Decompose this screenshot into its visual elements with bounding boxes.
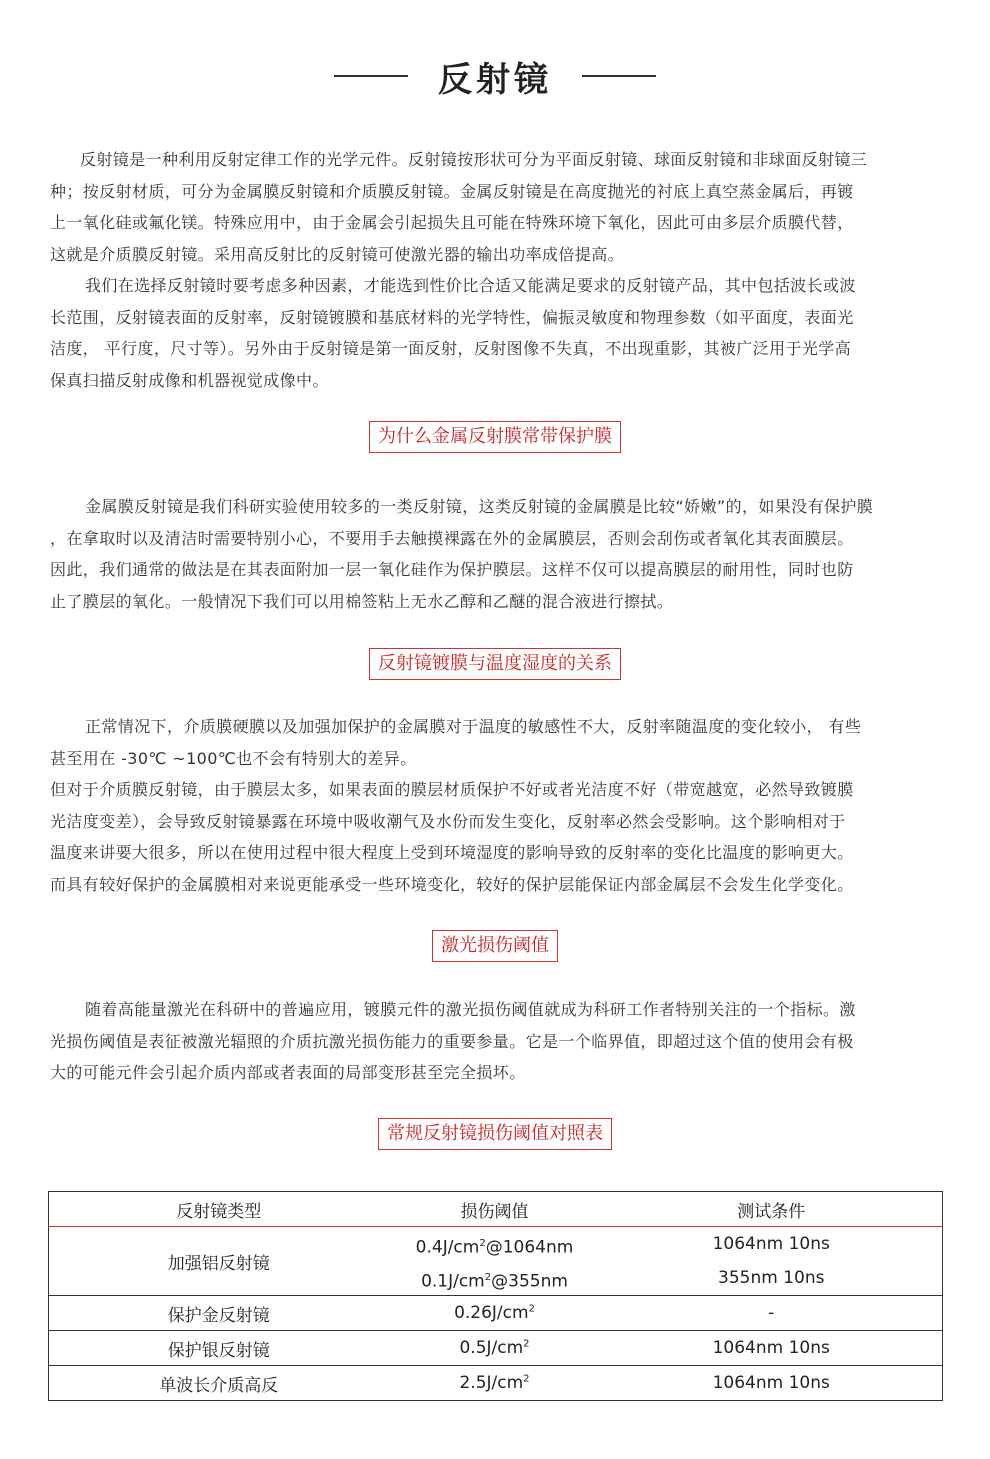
threshold-cell xyxy=(389,1227,601,1296)
threshold-value: $0.4J/cm^2@1064nm$ xyxy=(415,1237,574,1258)
text-line: 种；按反射材质，可分为金属膜反射镜和介质膜反射镜。金属反射镜是在高度抛光的衬底上真空蒸金属后，再镀 xyxy=(50,181,854,201)
table-header-row xyxy=(49,1192,943,1227)
mirror-type-cell: 加强铝反射镜 xyxy=(49,1227,389,1296)
text-line: 上一氧化硅或氟化镁。特殊应用中，由于金属会引起损失且可能在特殊环境下氧化，因此可由多层介质膜代替， xyxy=(50,213,854,232)
page-title: 反射镜 xyxy=(438,59,552,100)
text-line: 光损伤阈值是表征被激光辐照的介质抗激光损伤能力的重要参量。它是一个临界值，即超过这个值的使用会有极 xyxy=(50,1031,854,1051)
text-line: ，在拿取时以及清洁时需要特别小心，不要用手去触摸裸露在外的金属膜层，否则会刮伤或者氧化其表面膜层。 xyxy=(50,528,854,548)
threshold-cell: $0.26J/cm^2$ xyxy=(389,1296,601,1331)
mirror-type-cell: 保护银反射镜 xyxy=(49,1331,389,1366)
condition-cell: - xyxy=(601,1296,943,1331)
section-heading-text: 常规反射镜损伤阈值对照表 xyxy=(378,1118,612,1150)
threshold-value: $0.1J/cm^2@355nm$ xyxy=(421,1271,568,1292)
condition-cell xyxy=(601,1227,943,1296)
text-line: 止了膜层的氧化。一般情况下我们可以用棉签粘上无水乙醇和乙醚的混合液进行擦拭。 xyxy=(50,591,674,611)
section-heading-temperature-humidity xyxy=(0,648,990,680)
threshold-cell: $2.5J/cm^2$ xyxy=(389,1366,601,1401)
text-line: 金属膜反射镜是我们科研实验使用较多的一类反射镜，这类反射镜的金属膜是比较“娇嫩”的，如果没有保护膜 xyxy=(85,497,874,516)
condition-value: 1064nm 10ns xyxy=(712,1234,830,1254)
text-line: 因此，我们通常的做法是在其表面附加一层一氧化硅作为保护膜层。这样不仅可以提高膜层的耐用性，同时也防 xyxy=(50,560,854,579)
text-line: 大的可能元件会引起介质内部或者表面的局部变形甚至完全损坏。 xyxy=(50,1063,526,1082)
text-line: 这就是介质膜反射镜。采用高反射比的反射镜可使激光器的输出功率成倍提高。 xyxy=(50,244,625,264)
condition-cell: 1064nm 10ns xyxy=(601,1331,943,1366)
section-heading-text: 反射镜镀膜与温度湿度的关系 xyxy=(369,648,621,680)
text-line: 反射镜是一种利用反射定律工作的光学元件。反射镜按形状可分为平面反射镜、球面反射镜和非球面反射镜三 xyxy=(80,150,868,169)
text-line: 而具有较好保护的金属膜相对来说更能承受一些环境变化，较好的保护层能保证内部金属层不会发生化学变化。 xyxy=(50,874,854,894)
table-header: 反射镜类型 xyxy=(49,1192,389,1227)
damage-threshold-table xyxy=(48,1191,943,1401)
mirror-type-cell: 单波长介质高反 xyxy=(49,1366,389,1401)
protective-film-paragraph xyxy=(50,491,944,617)
table-row xyxy=(49,1227,943,1296)
table-row xyxy=(49,1366,943,1401)
condition-value: 355nm 10ns xyxy=(718,1268,825,1288)
text-line: 正常情况下，介质膜硬膜以及加强加保护的金属膜对于温度的敏感性不大，反射率随温度的变化较小， 有些 xyxy=(85,717,862,736)
section-heading-text: 激光损伤阈值 xyxy=(432,930,558,962)
section-heading-protective-film xyxy=(0,421,990,453)
text-line: 光洁度变差），会导致反射镜暴露在环境中吸收潮气及水份而发生变化，反射率必然会受影响。这个影响相对于 xyxy=(50,811,846,831)
title-right-rule xyxy=(582,75,656,77)
table-header: 测试条件 xyxy=(601,1192,943,1227)
intro-paragraph-1 xyxy=(50,144,944,270)
text-line: 随着高能量激光在科研中的普遍应用，镀膜元件的激光损伤阈值就成为科研工作者特别关注的一个指标。激 xyxy=(85,1000,856,1019)
mirror-type-cell: 保护金反射镜 xyxy=(49,1296,389,1331)
table-row xyxy=(49,1296,943,1331)
section-heading-text: 为什么金属反射膜常带保护膜 xyxy=(369,421,621,453)
intro-paragraph-2 xyxy=(50,270,944,396)
title-left-rule xyxy=(334,75,408,77)
text-line: 洁度， 平行度，尺寸等）。另外由于反射镜是第一面反射，反射图像不失真，不出现重影，其被广泛用于光学高 xyxy=(50,339,852,358)
threshold-cell: $0.5J/cm^2$ xyxy=(389,1331,601,1366)
text-line: 我们在选择反射镜时要考虑多种因素，才能选到性价比合适又能满足要求的反射镜产品，其中包括波长或波 xyxy=(85,276,856,295)
laser-damage-paragraph xyxy=(50,994,944,1089)
text-line: 温度来讲要大很多，所以在使用过程中很大程度上受到环境湿度的影响导致的反射率的变化比温度的影响更大。 xyxy=(50,843,854,862)
text-line: 保真扫描反射成像和机器视觉成像中。 xyxy=(50,370,329,390)
condition-cell: 1064nm 10ns xyxy=(601,1366,943,1401)
table-header: 损伤阈值 xyxy=(389,1192,601,1227)
section-heading-laser-damage xyxy=(0,930,990,962)
page-header xyxy=(0,50,990,102)
text-line: 但对于介质膜反射镜，由于膜层太多，如果表面的膜层材质保护不好或者光洁度不好（带宽越宽，必然导致镀膜 xyxy=(50,780,854,799)
table-row xyxy=(49,1331,943,1366)
text-line: 甚至用在 -30℃ ~100℃也不会有特别大的差异。 xyxy=(50,748,417,768)
text-line: 长范围，反射镜表面的反射率，反射镜镀膜和基底材料的光学特性，偏振灵敏度和物理参数（如平面度，表面光 xyxy=(50,307,854,327)
section-heading-damage-table xyxy=(0,1118,990,1150)
temperature-humidity-paragraph xyxy=(50,711,944,900)
